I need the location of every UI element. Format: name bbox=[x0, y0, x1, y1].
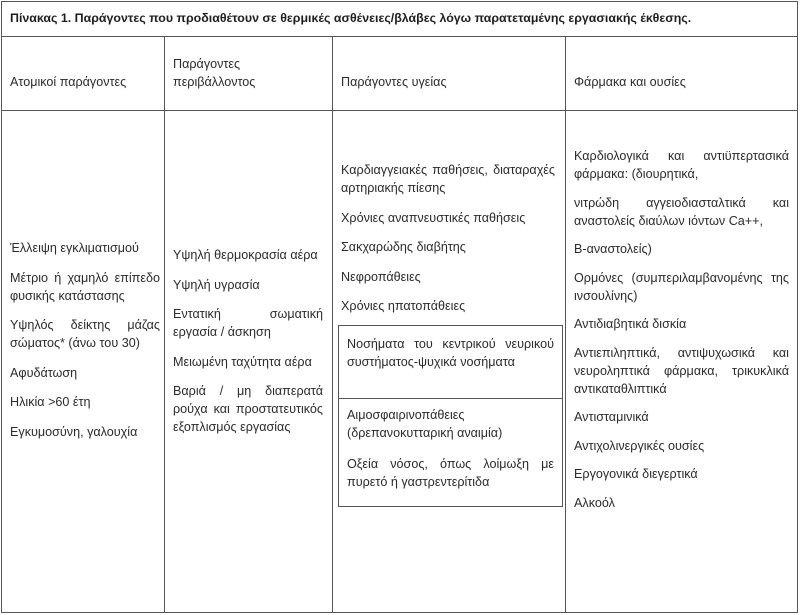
list-item: Υψηλή υγρασία bbox=[173, 277, 260, 292]
list-item: Μειωμένη ταχύτητα αέρα bbox=[173, 354, 312, 369]
list-item: Νεφροπάθειες bbox=[341, 269, 421, 284]
list-item: Μέτριο ή χαμηλό επίπεδο φυσικής κατάστασης bbox=[10, 270, 160, 303]
header-environment: Παράγοντες περιβάλλοντος bbox=[173, 57, 256, 89]
list-item: νιτρώδη αγγειοδιασταλτικά και αναστολείς διαύλων ιόντων Ca++, bbox=[574, 195, 789, 228]
list-item: Αλκοόλ bbox=[574, 495, 615, 510]
health-factors-list bbox=[341, 161, 555, 327]
column-divider bbox=[565, 37, 566, 612]
list-item: Υψηλή θερμοκρασία αέρα bbox=[173, 248, 318, 262]
header-drugs: Φάρμακα και ουσίες bbox=[574, 75, 686, 89]
list-item: Χρόνιες ηπατοπάθειες bbox=[341, 299, 466, 313]
list-item: Εργογονικά διεγερτικά bbox=[574, 467, 698, 481]
list-item: Βαριά / μη διαπερατά ρούχα και προστατευτικός εξοπλισμός εργασίας bbox=[173, 384, 323, 434]
list-item: Νοσήματα του κεντρικού νευρικού συστήματος-ψυχικά νοσήματα bbox=[347, 337, 554, 369]
list-item: Αφυδάτωση bbox=[10, 365, 78, 380]
list-item: Αντισταμινικά bbox=[574, 410, 649, 424]
list-item: Σακχαρώδης διαβήτης bbox=[341, 240, 466, 254]
column-divider bbox=[332, 37, 333, 612]
list-item: Έλλειψη εγκλιματισμού bbox=[10, 241, 139, 255]
header-health: Παράγοντες υγείας bbox=[341, 75, 447, 89]
list-item: Αντιεπιληπτικά, αντιψυχωσικά και νευροληπτικά φάρμακα, τρικυκλικά αντικαταθλιπτικά bbox=[574, 345, 789, 396]
factors-table bbox=[1, 1, 798, 613]
drugs-list bbox=[574, 147, 789, 522]
list-item: Εντατική σωματική εργασία / άσκηση bbox=[173, 307, 323, 339]
subtable-divider bbox=[339, 398, 562, 399]
list-item: Ηλικία >60 έτη bbox=[10, 395, 91, 409]
list-item: Ορμόνες (συμπεριλαμβανομένης της ινσουλίνης) bbox=[574, 270, 789, 303]
table-caption: Πίνακας 1. Παράγοντες που προδιαθέτουν σε θερμικές ασθένειες/βλάβες λόγω παρατεταμένης εργασιακής έκθεσης. bbox=[2, 2, 797, 37]
list-item: Αντιδιαβητικά δισκία bbox=[574, 317, 687, 331]
health-subtable bbox=[338, 325, 563, 507]
list-item: Αιμοσφαιρινοπάθειες (δρεπανοκυτταρική αναιμία) bbox=[347, 408, 503, 440]
individual-factors-list bbox=[10, 239, 160, 452]
list-item: Β-αναστολείς) bbox=[574, 242, 652, 256]
list-item: Χρόνιες αναπνευστικές παθήσεις bbox=[341, 210, 526, 225]
list-item: Αντιχολινεργικές ουσίες bbox=[574, 438, 705, 453]
list-item: Οξεία νόσος, όπως λοίμωξη με πυρετό ή γαστρεντερίτιδα bbox=[347, 457, 554, 489]
list-item: Καρδιαγγειακές παθήσεις, διαταραχές αρτηριακής πίεσης bbox=[341, 163, 555, 195]
column-divider bbox=[164, 37, 165, 612]
header-row-divider bbox=[2, 110, 797, 111]
list-item: Εγκυμοσύνη, γαλουχία bbox=[10, 424, 138, 439]
list-item: Καρδιολογικά και αντιϋπερτασικά φάρμακα: (διουρητικά, bbox=[574, 149, 789, 181]
environment-factors-list bbox=[173, 246, 323, 448]
header-individual: Ατομικοί παράγοντες bbox=[10, 75, 127, 89]
list-item: Υψηλός δείκτης μάζας σώματος* (άνω του 30) bbox=[10, 318, 160, 350]
